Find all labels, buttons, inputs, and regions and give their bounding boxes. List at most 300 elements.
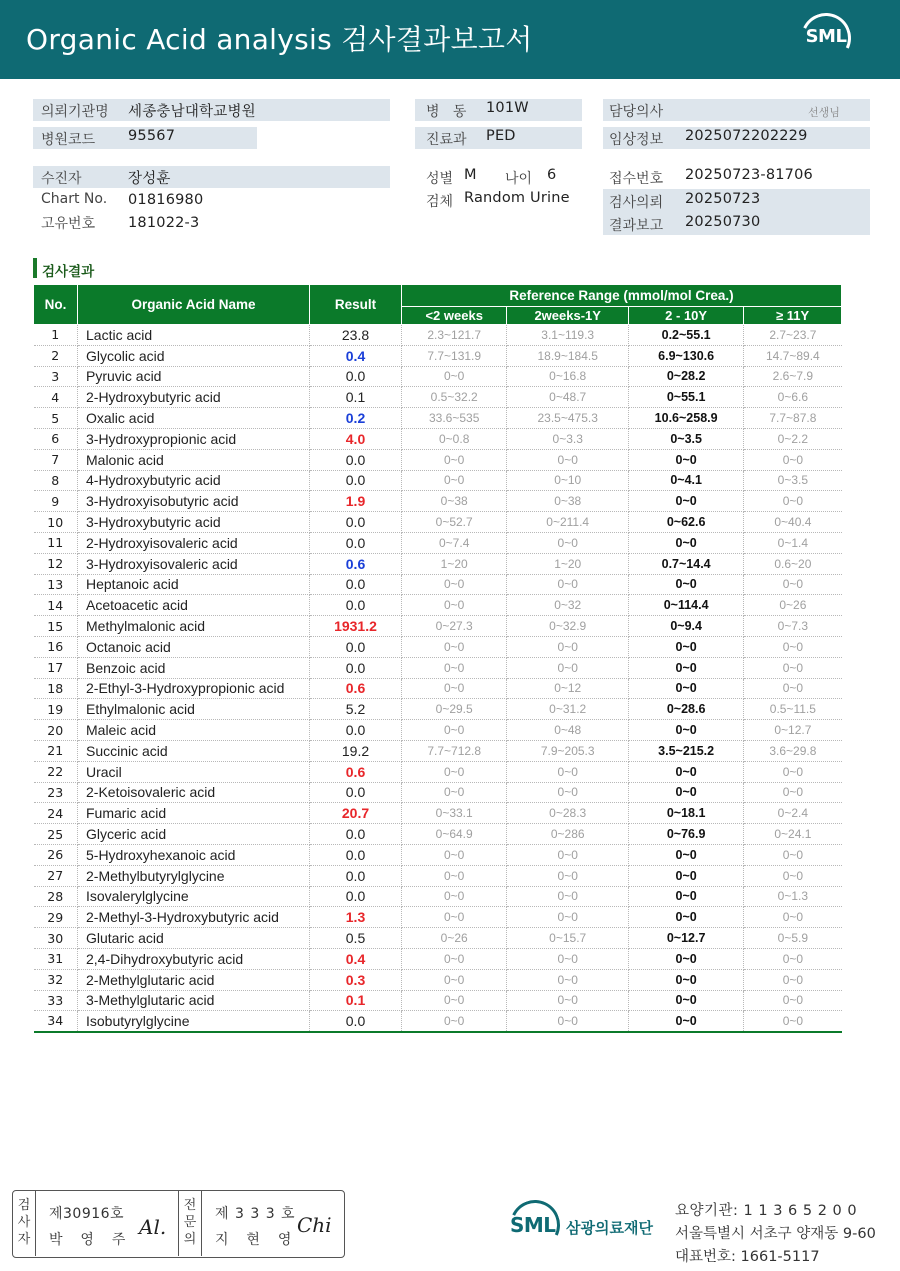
reference-range: 0~0	[629, 449, 744, 470]
table-row	[34, 886, 842, 907]
result-value: 0.0	[310, 532, 402, 553]
reference-range: 0~52.7	[402, 512, 507, 533]
reference-range: 0~2.4	[744, 803, 842, 824]
receipt-value: 20250723-81706	[685, 167, 813, 183]
table-row	[34, 1011, 842, 1032]
reference-range: 0~0	[507, 844, 629, 865]
row-number: 33	[34, 990, 78, 1011]
row-number: 18	[34, 678, 78, 699]
age-value: 6	[547, 167, 557, 183]
code-value: 95567	[128, 128, 176, 144]
reference-range: 0~3.5	[629, 428, 744, 449]
reference-range: 0~0	[402, 865, 507, 886]
table-row	[34, 928, 842, 949]
reference-range: 0~0	[507, 886, 629, 907]
reference-range: 0.5~11.5	[744, 699, 842, 720]
reference-range: 0~0.8	[402, 428, 507, 449]
sml-logo: SML	[798, 12, 854, 66]
row-number: 25	[34, 824, 78, 845]
reference-range: 0~28.2	[629, 366, 744, 387]
reference-range: 0~0	[507, 1011, 629, 1032]
row-number: 14	[34, 595, 78, 616]
reference-range: 0~0	[629, 720, 744, 741]
acid-name: Glyceric acid	[78, 824, 310, 845]
result-value: 0.0	[310, 720, 402, 741]
tester-vertical-label: 검 사 자	[17, 1198, 31, 1247]
result-value: 0.5	[310, 928, 402, 949]
reference-range: 0~29.5	[402, 699, 507, 720]
reference-range: 0~0	[744, 1011, 842, 1032]
reference-range: 0~3.5	[744, 470, 842, 491]
table-row	[34, 491, 842, 512]
hospital-value: 세종충남대학교병원	[128, 104, 256, 120]
acid-name: 4-Hydroxybutyric acid	[78, 470, 310, 491]
reference-range: 0~4.1	[629, 470, 744, 491]
reference-range: 0~0	[744, 844, 842, 865]
corporation-logo: SML 삼광의료재단	[510, 1198, 670, 1256]
row-number: 32	[34, 969, 78, 990]
ward-value: 101W	[486, 100, 529, 116]
reference-range: 0~26	[402, 928, 507, 949]
table-row	[34, 470, 842, 491]
reference-range: 2.6~7.9	[744, 366, 842, 387]
tester-name: 박 영 주	[49, 1232, 129, 1248]
header-result: Result	[310, 285, 402, 325]
reference-range: 0~0	[402, 366, 507, 387]
result-value: 0.0	[310, 657, 402, 678]
report-value: 20250730	[685, 214, 761, 230]
table-row	[34, 720, 842, 741]
table-row	[34, 865, 842, 886]
row-number: 8	[34, 470, 78, 491]
table-row	[34, 803, 842, 824]
reference-range: 0~0	[744, 678, 842, 699]
row-number: 3	[34, 366, 78, 387]
reference-range: 0~0	[402, 678, 507, 699]
tester-license: 제30916호	[49, 1206, 125, 1222]
reference-range: 0~28.6	[629, 699, 744, 720]
reference-range: 3.1~119.3	[507, 325, 629, 346]
result-value: 0.4	[310, 345, 402, 366]
reference-range: 7.7~87.8	[744, 408, 842, 429]
reference-range: 0~27.3	[402, 616, 507, 637]
table-row	[34, 574, 842, 595]
reference-range: 0~0	[629, 532, 744, 553]
reference-range: 0~0	[629, 844, 744, 865]
header-range-3: ≥ 11Y	[744, 307, 842, 325]
sex-label: 성별	[426, 171, 454, 187]
ward-label: 병 동	[426, 104, 467, 120]
row-number: 22	[34, 761, 78, 782]
result-value: 0.0	[310, 449, 402, 470]
table-row	[34, 990, 842, 1011]
result-value: 19.2	[310, 740, 402, 761]
reference-range: 7.7~712.8	[402, 740, 507, 761]
specialist-name: 지 현 영	[215, 1232, 295, 1248]
reference-range: 0~64.9	[402, 824, 507, 845]
reference-range: 0~32	[507, 595, 629, 616]
acid-name: 3-Hydroxyisovaleric acid	[78, 553, 310, 574]
patient-name-value: 장성훈	[128, 171, 171, 187]
reference-range: 0~24.1	[744, 824, 842, 845]
row-number: 20	[34, 720, 78, 741]
result-value: 0.0	[310, 636, 402, 657]
receipt-label: 접수번호	[609, 171, 664, 187]
table-row	[34, 969, 842, 990]
acid-name: 5-Hydroxyhexanoic acid	[78, 844, 310, 865]
row-number: 19	[34, 699, 78, 720]
result-value: 0.1	[310, 990, 402, 1011]
table-row	[34, 761, 842, 782]
acid-name: 3-Hydroxybutyric acid	[78, 512, 310, 533]
header-name: Organic Acid Name	[78, 285, 310, 325]
acid-name: Oxalic acid	[78, 408, 310, 429]
reference-range: 0~38	[507, 491, 629, 512]
reference-range: 0~0	[402, 449, 507, 470]
specialist-vertical-label: 전 문 의	[183, 1198, 197, 1247]
phone: 대표번호: 1661-5117	[675, 1249, 820, 1265]
reference-range: 0~0	[402, 886, 507, 907]
reference-range: 0~0	[402, 969, 507, 990]
reference-range: 7.9~205.3	[507, 740, 629, 761]
section-marker	[33, 258, 37, 278]
result-value: 0.0	[310, 470, 402, 491]
specimen-value: Random Urine	[464, 190, 570, 206]
reference-range: 0~0	[507, 636, 629, 657]
address: 서울특별시 서초구 양재동 9-60	[675, 1226, 876, 1242]
row-number: 23	[34, 782, 78, 803]
request-label: 검사의뢰	[609, 195, 664, 211]
acid-name: Methylmalonic acid	[78, 616, 310, 637]
header-no: No.	[34, 285, 78, 325]
reference-range: 0~48.7	[507, 387, 629, 408]
reference-range: 0.5~32.2	[402, 387, 507, 408]
patient-name-label: 수진자	[41, 171, 82, 187]
reference-range: 0~38	[402, 491, 507, 512]
row-number: 30	[34, 928, 78, 949]
doctor-suffix: 선생님	[808, 106, 840, 119]
reference-range: 0~286	[507, 824, 629, 845]
result-value: 0.1	[310, 387, 402, 408]
acid-name: Heptanoic acid	[78, 574, 310, 595]
reference-range: 23.5~475.3	[507, 408, 629, 429]
acid-name: Isobutyrylglycine	[78, 1011, 310, 1032]
reference-range: 0~16.8	[507, 366, 629, 387]
reference-range: 0~0	[402, 595, 507, 616]
name-box	[33, 166, 390, 188]
acid-name: Acetoacetic acid	[78, 595, 310, 616]
row-number: 26	[34, 844, 78, 865]
reference-range: 2.3~121.7	[402, 325, 507, 346]
reference-range: 0~0	[629, 990, 744, 1011]
reference-range: 0~0	[402, 844, 507, 865]
reference-range: 0~0	[629, 678, 744, 699]
reference-range: 0~0	[744, 907, 842, 928]
org-number: 요양기관: 1 1 3 6 5 2 0 0	[675, 1203, 858, 1219]
acid-name: 2-Methylbutyrylglycine	[78, 865, 310, 886]
reference-range: 10.6~258.9	[629, 408, 744, 429]
reference-range: 18.9~184.5	[507, 345, 629, 366]
result-value: 1.9	[310, 491, 402, 512]
chart-label: Chart No.	[41, 191, 108, 207]
reference-range: 0~0	[629, 574, 744, 595]
table-row	[34, 428, 842, 449]
report-label: 결과보고	[609, 218, 664, 234]
row-number: 11	[34, 532, 78, 553]
acid-name: 2-Ketoisovaleric acid	[78, 782, 310, 803]
result-value: 0.0	[310, 865, 402, 886]
result-value: 0.6	[310, 553, 402, 574]
reference-range: 0~0	[402, 761, 507, 782]
reference-range: 0~0	[629, 657, 744, 678]
row-number: 13	[34, 574, 78, 595]
unique-label: 고유번호	[41, 216, 96, 232]
result-value: 0.4	[310, 948, 402, 969]
reference-range: 6.9~130.6	[629, 345, 744, 366]
result-value: 4.0	[310, 428, 402, 449]
reference-range: 3.6~29.8	[744, 740, 842, 761]
result-value: 0.0	[310, 782, 402, 803]
table-row	[34, 366, 842, 387]
reference-range: 0~6.6	[744, 387, 842, 408]
table-row	[34, 512, 842, 533]
table-row	[34, 907, 842, 928]
reference-range: 1~20	[507, 553, 629, 574]
row-number: 1	[34, 325, 78, 346]
reference-range: 0~28.3	[507, 803, 629, 824]
reference-range: 0~0	[744, 491, 842, 512]
row-number: 34	[34, 1011, 78, 1032]
table-row	[34, 532, 842, 553]
result-value: 1931.2	[310, 616, 402, 637]
reference-range: 0.2~55.1	[629, 325, 744, 346]
result-value: 23.8	[310, 325, 402, 346]
reference-range: 0~26	[744, 595, 842, 616]
acid-name: 2-Hydroxyisovaleric acid	[78, 532, 310, 553]
reference-range: 0~31.2	[507, 699, 629, 720]
reference-range: 0~211.4	[507, 512, 629, 533]
hospital-label: 의뢰기관명	[41, 104, 109, 120]
report-title: Organic Acid analysis 검사결과보고서	[26, 23, 533, 56]
row-number: 21	[34, 740, 78, 761]
result-value: 0.6	[310, 678, 402, 699]
row-number: 12	[34, 553, 78, 574]
reference-range: 0~0	[402, 636, 507, 657]
header-range-2: 2 - 10Y	[629, 307, 744, 325]
acid-name: 3-Hydroxyisobutyric acid	[78, 491, 310, 512]
reference-range: 33.6~535	[402, 408, 507, 429]
row-number: 16	[34, 636, 78, 657]
table-row	[34, 657, 842, 678]
reference-range: 0~0	[629, 491, 744, 512]
row-number: 5	[34, 408, 78, 429]
reference-range: 0~76.9	[629, 824, 744, 845]
acid-name: Uracil	[78, 761, 310, 782]
row-number: 7	[34, 449, 78, 470]
reference-range: 0~40.4	[744, 512, 842, 533]
results-body	[34, 325, 842, 1032]
reference-range: 0~0	[744, 657, 842, 678]
reference-range: 0~3.3	[507, 428, 629, 449]
reference-range: 0~0	[629, 636, 744, 657]
reference-range: 0~0	[744, 574, 842, 595]
reference-range: 0~18.1	[629, 803, 744, 824]
reference-range: 0~1.3	[744, 886, 842, 907]
reference-range: 0~0	[402, 657, 507, 678]
reference-range: 0~0	[507, 990, 629, 1011]
result-value: 0.3	[310, 969, 402, 990]
reference-range: 2.7~23.7	[744, 325, 842, 346]
acid-name: Succinic acid	[78, 740, 310, 761]
table-row	[34, 616, 842, 637]
clinical-value: 2025072202229	[685, 128, 808, 144]
row-number: 24	[34, 803, 78, 824]
row-number: 17	[34, 657, 78, 678]
reference-range: 0~48	[507, 720, 629, 741]
header-banner	[0, 0, 900, 79]
reference-range: 0~0	[507, 574, 629, 595]
row-number: 9	[34, 491, 78, 512]
doctor-label: 담당의사	[609, 104, 664, 120]
reference-range: 0~0	[402, 907, 507, 928]
reference-range: 0~0	[629, 761, 744, 782]
result-value: 0.0	[310, 824, 402, 845]
reference-range: 0~0	[402, 1011, 507, 1032]
reference-range: 0~0	[507, 969, 629, 990]
reference-range: 0~114.4	[629, 595, 744, 616]
specialist-license: 제 3 3 3 호	[215, 1206, 296, 1222]
reference-range: 0~0	[744, 761, 842, 782]
request-value: 20250723	[685, 191, 761, 207]
reference-range: 0~0	[629, 969, 744, 990]
acid-name: 2-Hydroxybutyric acid	[78, 387, 310, 408]
table-row	[34, 782, 842, 803]
row-number: 10	[34, 512, 78, 533]
reference-range: 0~0	[507, 907, 629, 928]
acid-name: 2-Methyl-3-Hydroxybutyric acid	[78, 907, 310, 928]
reference-range: 0~0	[507, 657, 629, 678]
table-row	[34, 325, 842, 346]
reference-range: 0~0	[744, 990, 842, 1011]
result-value: 0.2	[310, 408, 402, 429]
reference-range: 0~0	[507, 782, 629, 803]
reference-range: 0~12	[507, 678, 629, 699]
reference-range: 0~0	[507, 948, 629, 969]
result-value: 0.0	[310, 574, 402, 595]
row-number: 6	[34, 428, 78, 449]
table-row	[34, 387, 842, 408]
reference-range: 0~33.1	[402, 803, 507, 824]
reference-range: 0~10	[507, 470, 629, 491]
acid-name: Pyruvic acid	[78, 366, 310, 387]
reference-range: 0~0	[402, 720, 507, 741]
row-number: 2	[34, 345, 78, 366]
reference-range: 0~0	[507, 761, 629, 782]
header-range-1: 2weeks-1Y	[507, 307, 629, 325]
acid-name: Maleic acid	[78, 720, 310, 741]
reference-range: 0~0	[402, 470, 507, 491]
signature-box	[12, 1190, 345, 1258]
reference-range: 0~0	[507, 865, 629, 886]
reference-range: 0~32.9	[507, 616, 629, 637]
reference-range: 0~0	[629, 782, 744, 803]
reference-range: 0~2.2	[744, 428, 842, 449]
table-row	[34, 740, 842, 761]
acid-name: Lactic acid	[78, 325, 310, 346]
table-row	[34, 595, 842, 616]
acid-name: 2,4-Dihydroxybutyric acid	[78, 948, 310, 969]
sex-value: M	[464, 167, 477, 183]
reference-range: 0~0	[402, 574, 507, 595]
acid-name: Fumaric acid	[78, 803, 310, 824]
reference-range: 0~15.7	[507, 928, 629, 949]
acid-name: Malonic acid	[78, 449, 310, 470]
reference-range: 0~0	[744, 865, 842, 886]
acid-name: Glycolic acid	[78, 345, 310, 366]
row-number: 31	[34, 948, 78, 969]
reference-range: 0~0	[744, 782, 842, 803]
table-row	[34, 824, 842, 845]
reference-range: 0~0	[744, 948, 842, 969]
section-title: 검사결과	[42, 264, 95, 280]
reference-range: 0~0	[629, 865, 744, 886]
specialist-signature: Chi	[297, 1213, 332, 1237]
reference-range: 0~0	[629, 948, 744, 969]
unique-value: 181022-3	[128, 215, 200, 231]
table-row	[34, 678, 842, 699]
row-number: 28	[34, 886, 78, 907]
reference-range: 7.7~131.9	[402, 345, 507, 366]
reference-range: 0~62.6	[629, 512, 744, 533]
specimen-label: 검체	[426, 194, 454, 210]
reference-range: 0~55.1	[629, 387, 744, 408]
reference-range: 0~0	[402, 948, 507, 969]
result-value: 20.7	[310, 803, 402, 824]
reference-range: 0~9.4	[629, 616, 744, 637]
table-row	[34, 636, 842, 657]
reference-range: 3.5~215.2	[629, 740, 744, 761]
row-number: 4	[34, 387, 78, 408]
result-value: 0.0	[310, 595, 402, 616]
acid-name: 2-Ethyl-3-Hydroxypropionic acid	[78, 678, 310, 699]
acid-name: 3-Hydroxypropionic acid	[78, 428, 310, 449]
acid-name: 2-Methylglutaric acid	[78, 969, 310, 990]
reference-range: 0~0	[402, 990, 507, 1011]
reference-range: 0~7.3	[744, 616, 842, 637]
row-number: 27	[34, 865, 78, 886]
result-value: 0.6	[310, 761, 402, 782]
acid-name: Octanoic acid	[78, 636, 310, 657]
table-row	[34, 948, 842, 969]
tester-column	[13, 1191, 36, 1256]
reference-range: 0~0	[629, 907, 744, 928]
dept-value: PED	[486, 128, 516, 144]
reference-range: 0~1.4	[744, 532, 842, 553]
table-row	[34, 699, 842, 720]
dept-label: 진료과	[426, 132, 467, 148]
reference-range: 0~7.4	[402, 532, 507, 553]
acid-name: Ethylmalonic acid	[78, 699, 310, 720]
tester-signature: Al.	[139, 1215, 167, 1239]
reference-range: 0~12.7	[744, 720, 842, 741]
table-row	[34, 449, 842, 470]
reference-range: 0~0	[629, 886, 744, 907]
row-number: 29	[34, 907, 78, 928]
reference-range: 0~0	[744, 636, 842, 657]
result-value: 5.2	[310, 699, 402, 720]
acid-name: Benzoic acid	[78, 657, 310, 678]
result-value: 0.0	[310, 512, 402, 533]
